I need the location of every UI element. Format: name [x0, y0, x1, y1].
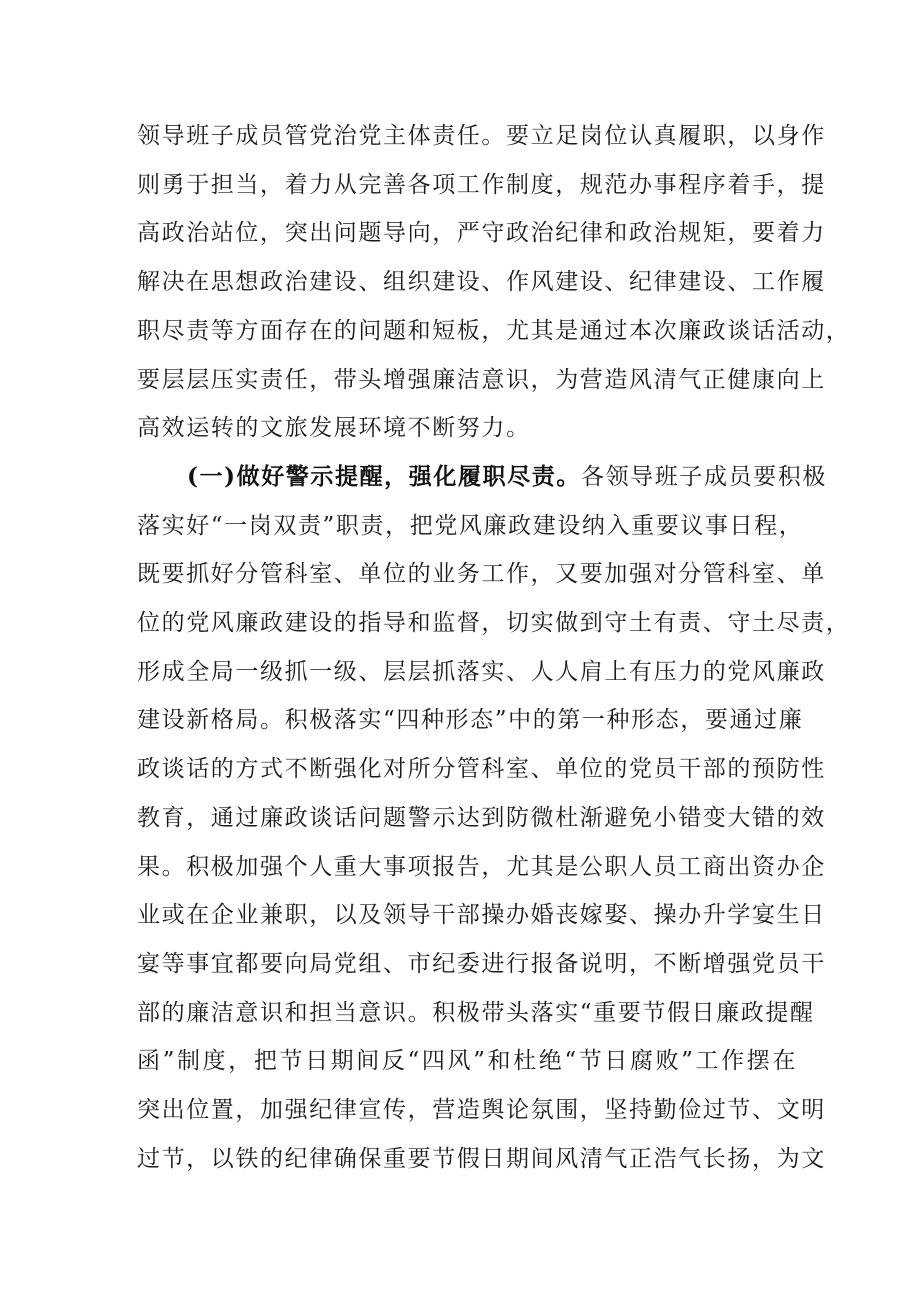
text-line: 形成全局一级抓一级、层层抓落实、人人肩上有压力的党风廉政	[137, 658, 826, 685]
paragraph-2	[137, 453, 851, 1184]
text-line: 则勇于担当，着力从完善各项工作制度，规范办事程序着手，提	[137, 171, 826, 198]
text-line: 建设新格局。积极落实“四种形态”中的第一种形态，要通过廉	[137, 707, 804, 734]
text-line: 既要抓好分管科室、单位的业务工作，又要加强对分管科室、单	[137, 561, 826, 588]
text-line: 突出位置，加强纪律宣传，营造舆论氛围，坚持勤俭过节、文明	[137, 1097, 826, 1124]
document-body	[137, 112, 851, 1183]
text-line: 领导班子成员管党治党主体责任。要立足岗位认真履职，以身作	[137, 123, 826, 149]
text-line: 职尽责等方面存在的问题和短板，尤其是通过本次廉政谈话活动，	[137, 317, 851, 344]
text-line: 高政治站位，突出问题导向，严守政治纪律和政治规矩，要着力	[137, 220, 826, 247]
paragraph-1	[137, 112, 851, 453]
text-line: 过节，以铁的纪律确保重要节假日期间风清气正浩气长扬，为文	[137, 1145, 826, 1172]
text-line: 果。积极加强个人重大事项报告，尤其是公职人员工商出资办企	[137, 853, 826, 880]
text-line: 函”制度，把节日期间反“四风”和杜绝“节日腐败”工作摆在	[137, 1048, 797, 1075]
text-line: 高效运转的文旅发展环境不断努力。	[137, 415, 531, 442]
section-heading: (一)做好警示提醒，强化履职尽责。	[187, 462, 581, 490]
text-line: 教育，通过廉政谈话问题警示达到防微杜渐避免小错变大错的效	[137, 804, 826, 831]
text-line-first	[137, 453, 827, 502]
text-line: 宴等事宜都要向局党组、市纪委进行报备说明，不断增强党员干	[137, 950, 826, 977]
text-line: 要层层压实责任，带头增强廉洁意识，为营造风清气正健康向上	[137, 366, 826, 393]
text-line: 解决在思想政治建设、组织建设、作风建设、纪律建设、工作履	[137, 269, 826, 296]
heading-followup-text: 各领导班子成员要积极	[580, 463, 827, 490]
text-line: 政谈话的方式不断强化对所分管科室、单位的党员干部的预防性	[137, 756, 826, 783]
text-line: 业或在企业兼职，以及领导干部操办婚丧嫁娶、操办升学宴生日	[137, 902, 826, 929]
text-line: 部的廉洁意识和担当意识。积极带头落实“重要节假日廉政提醒	[137, 999, 815, 1026]
text-line: 位的党风廉政建设的指导和监督，切实做到守土有责、守土尽责，	[137, 610, 851, 637]
text-line: 落实好“一岗双责”职责，把党风廉政建设纳入重要议事日程，	[137, 512, 804, 539]
